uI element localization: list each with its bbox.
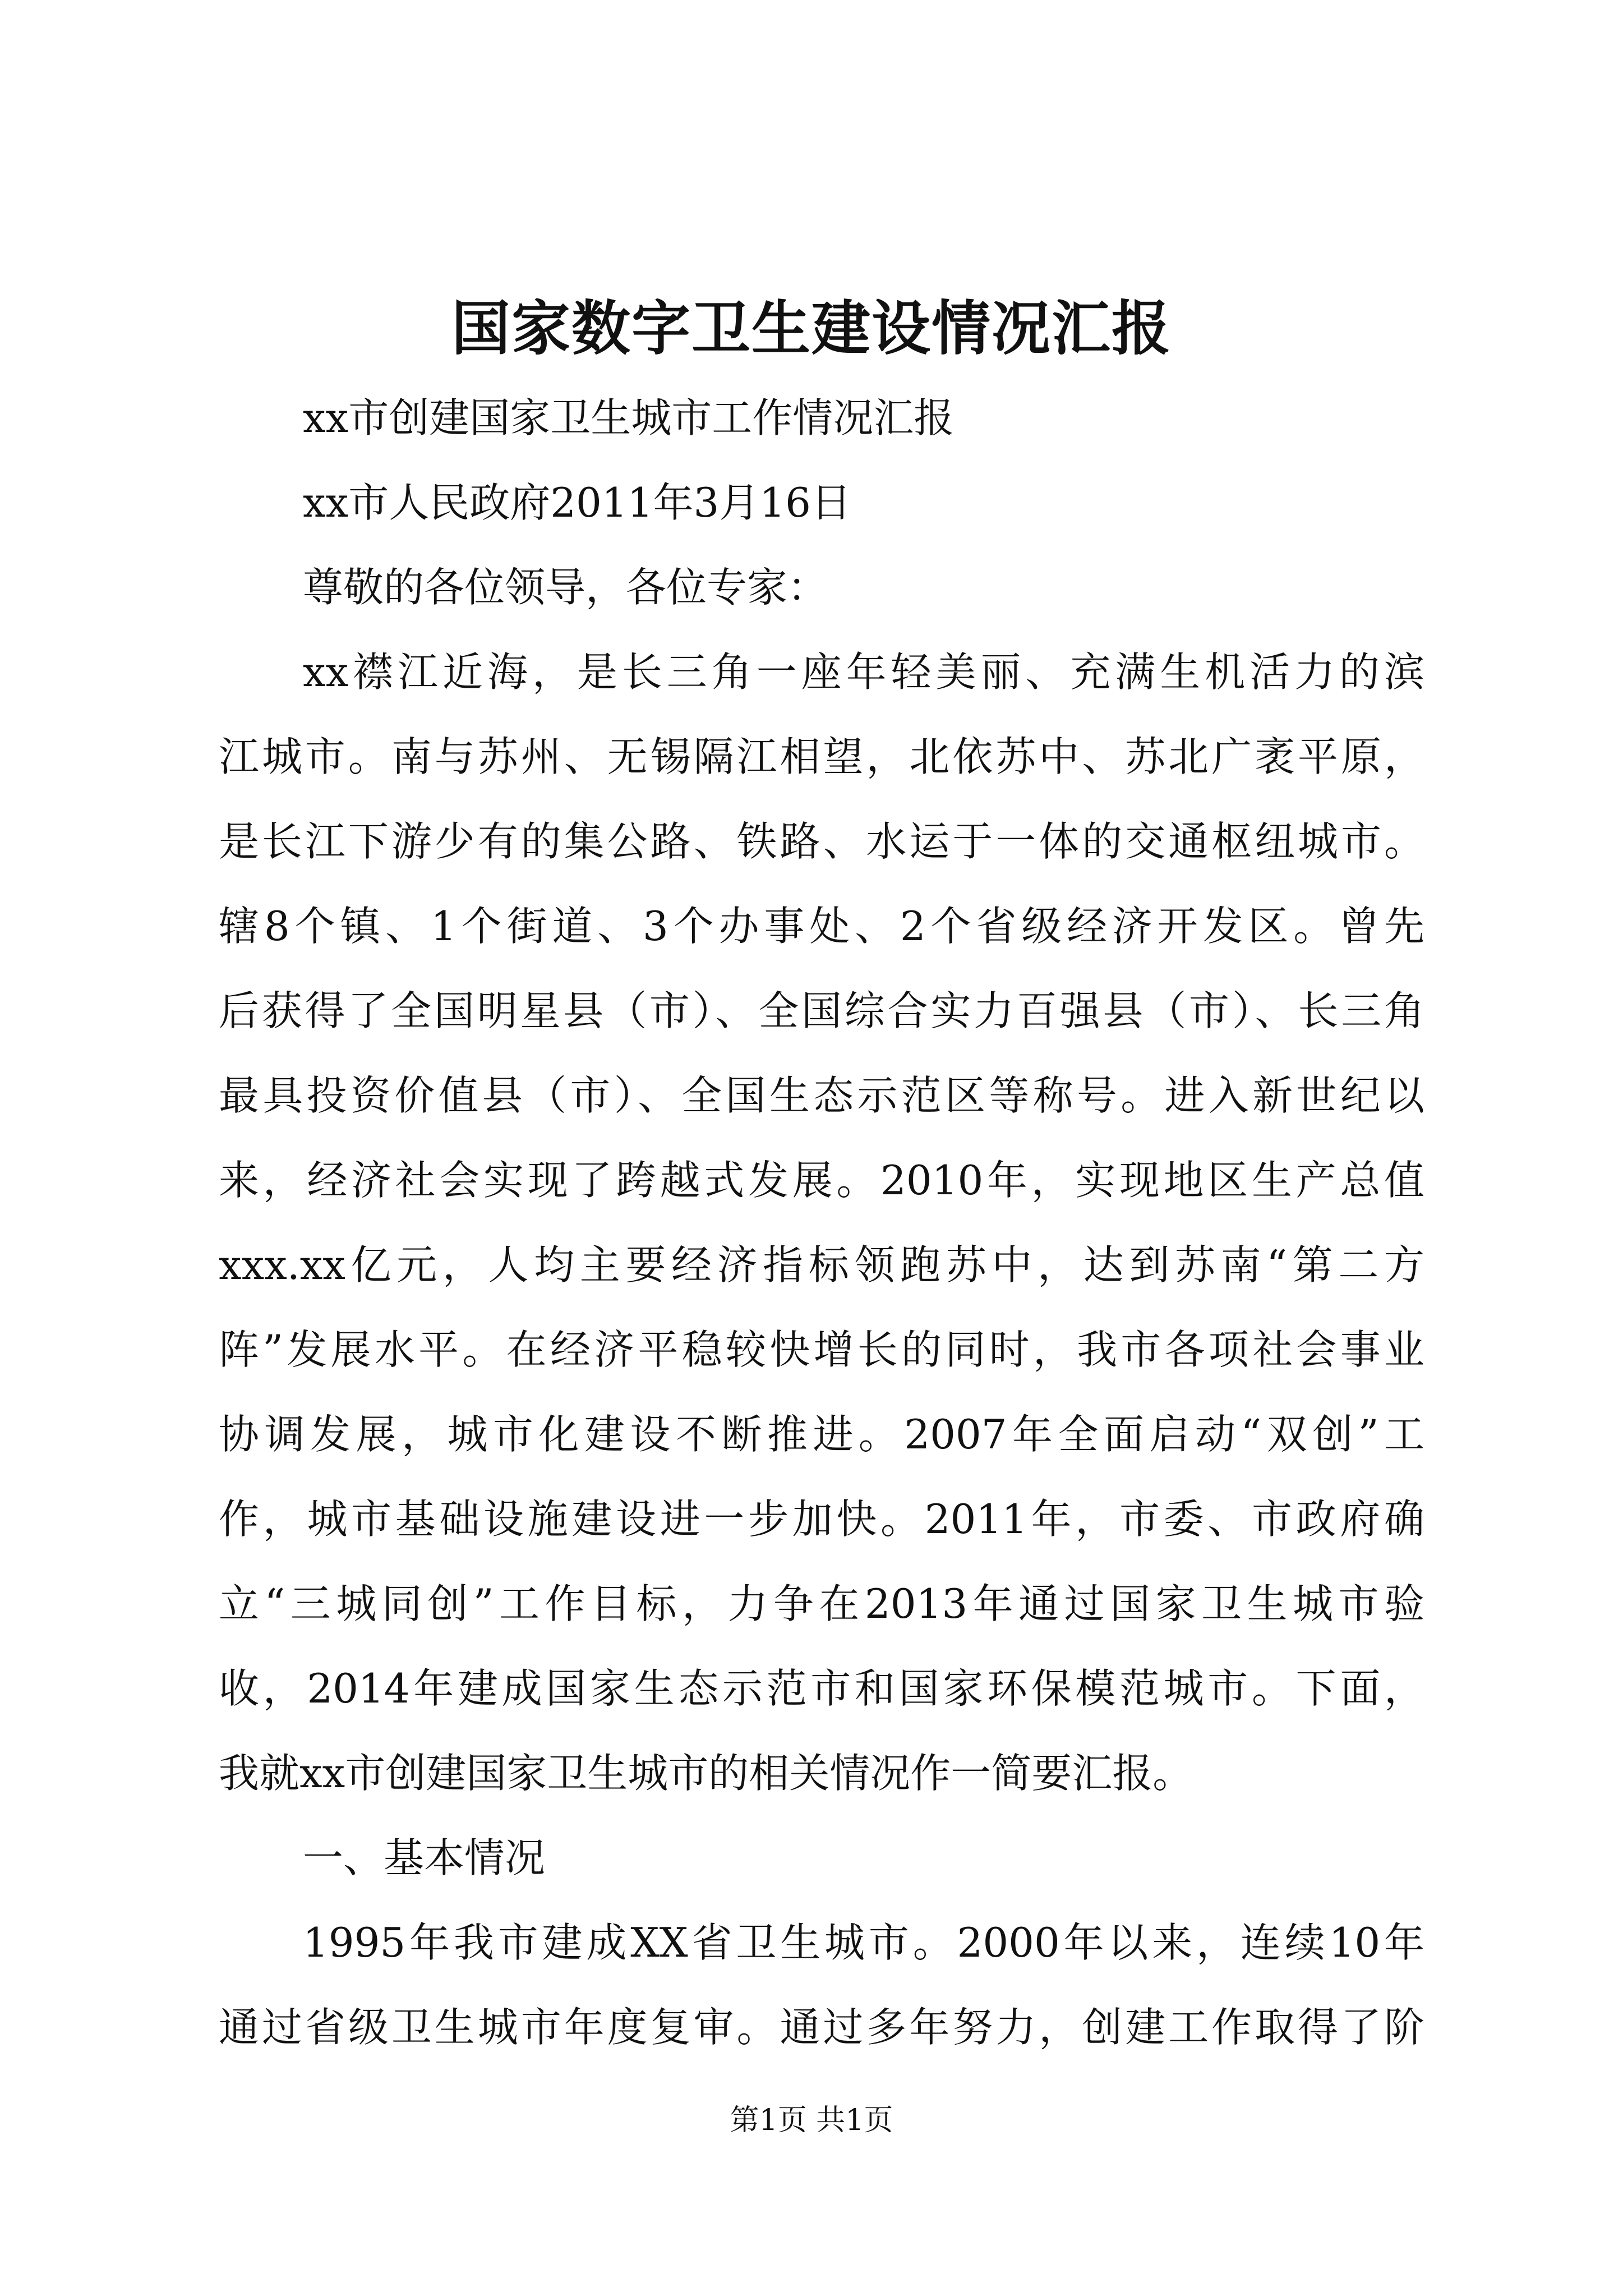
document-title: 国家数字卫生建设情况汇报 bbox=[451, 293, 1172, 363]
paragraph-line: 作，城市基础设施建设进一步加快。2011年，市委、市政府确 bbox=[219, 1496, 1424, 1543]
paragraph-line: 后获得了全国明星县（市）、全国综合实力百强县（市）、长三角 bbox=[219, 987, 1424, 1034]
paragraph-line: 1995年我市建成XX省卫生城市。2000年以来，连续10年 bbox=[303, 1919, 1424, 1966]
paragraph-line: 阵”发展水平。在经济平稳较快增长的同时，我市各项社会事业 bbox=[219, 1326, 1424, 1373]
paragraph-line: 来，经济社会实现了跨越式发展。2010年，实现地区生产总值 bbox=[219, 1157, 1424, 1204]
paragraph-line: 通过省级卫生城市年度复审。通过多年努力，创建工作取得了阶 bbox=[219, 2004, 1424, 2051]
salutation: 尊敬的各位领导，各位专家： bbox=[303, 564, 828, 611]
document-body bbox=[219, 376, 1424, 2070]
paragraph-line: xxx.xx亿元，人均主要经济指标领跑苏中，达到苏南“第二方 bbox=[219, 1241, 1424, 1289]
report-subtitle: xx市创建国家卫生城市工作情况汇报 bbox=[303, 394, 955, 441]
paragraph-line: 协调发展，城市化建设不断推进。2007年全面启动“双创”工 bbox=[219, 1411, 1424, 1458]
paragraph-line: 收，2014年建成国家生态示范市和国家环保模范城市。下面， bbox=[219, 1665, 1424, 1712]
paragraph-line: 最具投资价值县（市）、全国生态示范区等称号。进入新世纪以 bbox=[219, 1072, 1424, 1119]
paragraph-line: 我就xx市创建国家卫生城市的相关情况作一简要汇报。 bbox=[219, 1750, 1193, 1797]
report-issuer-date: xx市人民政府2011年3月16日 bbox=[303, 479, 851, 526]
paragraph-line: 立“三城同创”工作目标，力争在2013年通过国家卫生城市验 bbox=[219, 1580, 1424, 1627]
paragraph-line: 辖8个镇、1个街道、3个办事处、2个省级经济开发区。曾先 bbox=[219, 903, 1424, 950]
paragraph-line: 是长江下游少有的集公路、铁路、水运于一体的交通枢纽城市。 bbox=[219, 818, 1424, 865]
paragraph-line: xx襟江近海，是长三角一座年轻美丽、充满生机活力的滨 bbox=[303, 648, 1424, 696]
section-heading: 一、基本情况 bbox=[303, 1834, 546, 1881]
paragraph-line: 江城市。南与苏州、无锡隔江相望，北依苏中、苏北广袤平原， bbox=[219, 733, 1424, 780]
page-footer: 第1页 共1页 bbox=[730, 2104, 893, 2137]
